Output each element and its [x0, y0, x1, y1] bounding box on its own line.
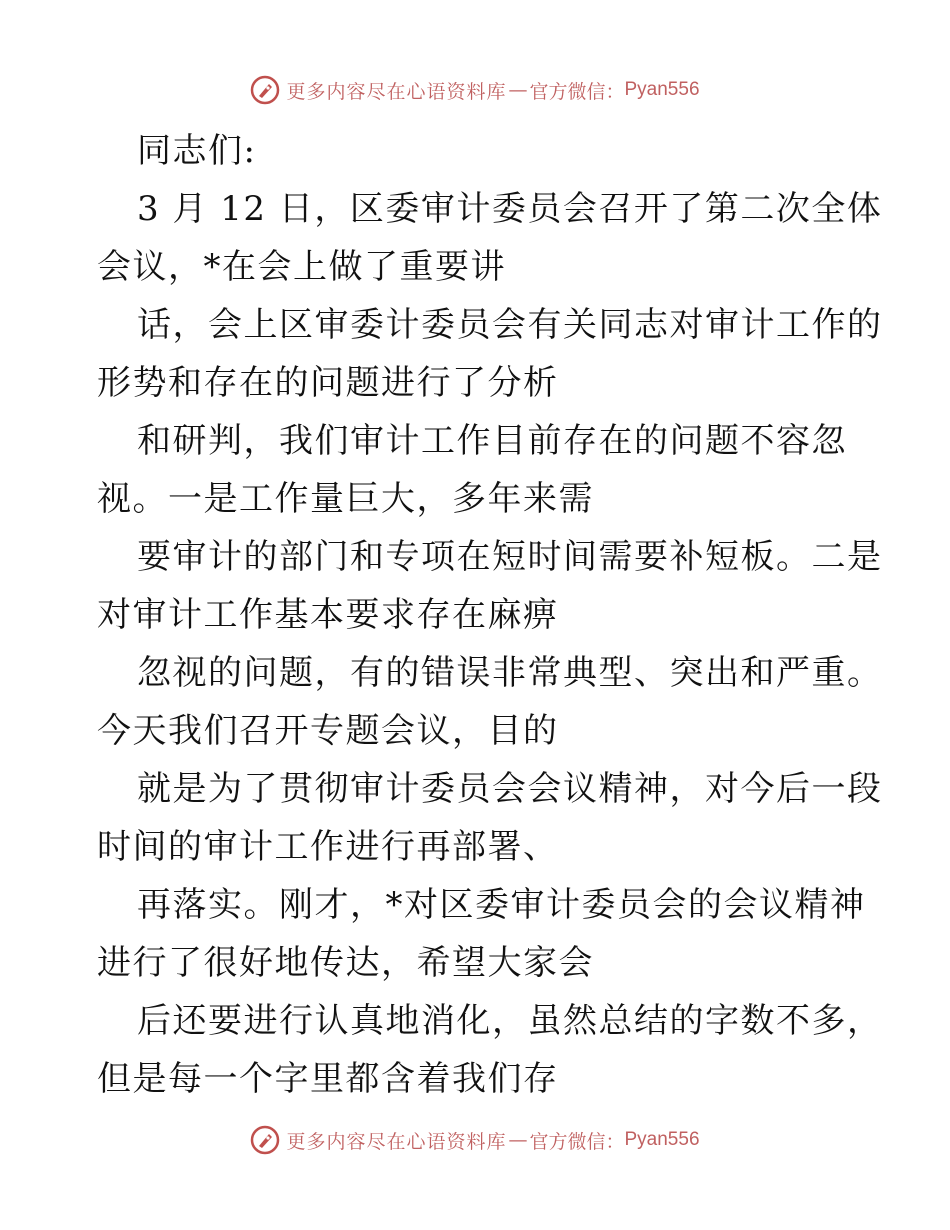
paragraph-line: 再落实。刚才，*对区委审计委员会的会议精神: [137, 885, 866, 925]
pen-nib-logo-icon: [250, 75, 280, 105]
banner-text: 更多内容尽在心语资料库: [286, 1130, 507, 1153]
banner-wechat-label: 官方微信：: [529, 80, 625, 103]
banner-wechat-id: Pyan556: [624, 1129, 700, 1150]
banner-wechat-id: Pyan556: [624, 79, 700, 100]
paragraph-line: 视。一是工作量巨大，多年来需: [97, 479, 594, 519]
paragraph-line: 对审计工作基本要求存在麻痹: [97, 595, 559, 635]
paragraph-line: 形势和存在的问题进行了分析: [97, 363, 559, 403]
banner-separator: —: [508, 79, 528, 101]
banner-separator: —: [508, 1129, 528, 1151]
footer-watermark-banner: [0, 1120, 950, 1160]
paragraph-line: 时间的审计工作进行再部署、: [97, 827, 559, 867]
banner-text: 更多内容尽在心语资料库: [286, 80, 507, 103]
paragraph-line: 会议，*在会上做了重要讲: [97, 247, 506, 287]
pen-nib-logo-icon: [250, 1125, 280, 1155]
paragraph-line: 要审计的部门和专项在短时间需要补短板。二是: [137, 537, 883, 577]
paragraph-line: 今天我们召开专题会议，目的: [97, 711, 559, 751]
paragraph-line: 进行了很好地传达，希望大家会: [97, 943, 594, 983]
header-watermark-banner: [0, 70, 950, 110]
salutation-line: 同志们:: [137, 131, 257, 171]
paragraph-line: 3 月 12 日，区委审计委员会召开了第二次全体: [137, 189, 883, 229]
paragraph-line: 但是每一个字里都含着我们存: [97, 1059, 559, 1099]
banner-wechat-label: 官方微信：: [529, 1130, 625, 1153]
paragraph-line: 就是为了贯彻审计委员会会议精神，对今后一段: [137, 769, 883, 809]
paragraph-line: 话，会上区审委计委员会有关同志对审计工作的: [137, 305, 883, 345]
paragraph-line: 和研判，我们审计工作目前存在的问题不容忽: [137, 421, 847, 461]
paragraph-line: 后还要进行认真地消化，虽然总结的字数不多，: [137, 1001, 883, 1041]
paragraph-line: 忽视的问题，有的错误非常典型、突出和严重。: [137, 653, 883, 693]
document-body: [97, 122, 883, 1108]
